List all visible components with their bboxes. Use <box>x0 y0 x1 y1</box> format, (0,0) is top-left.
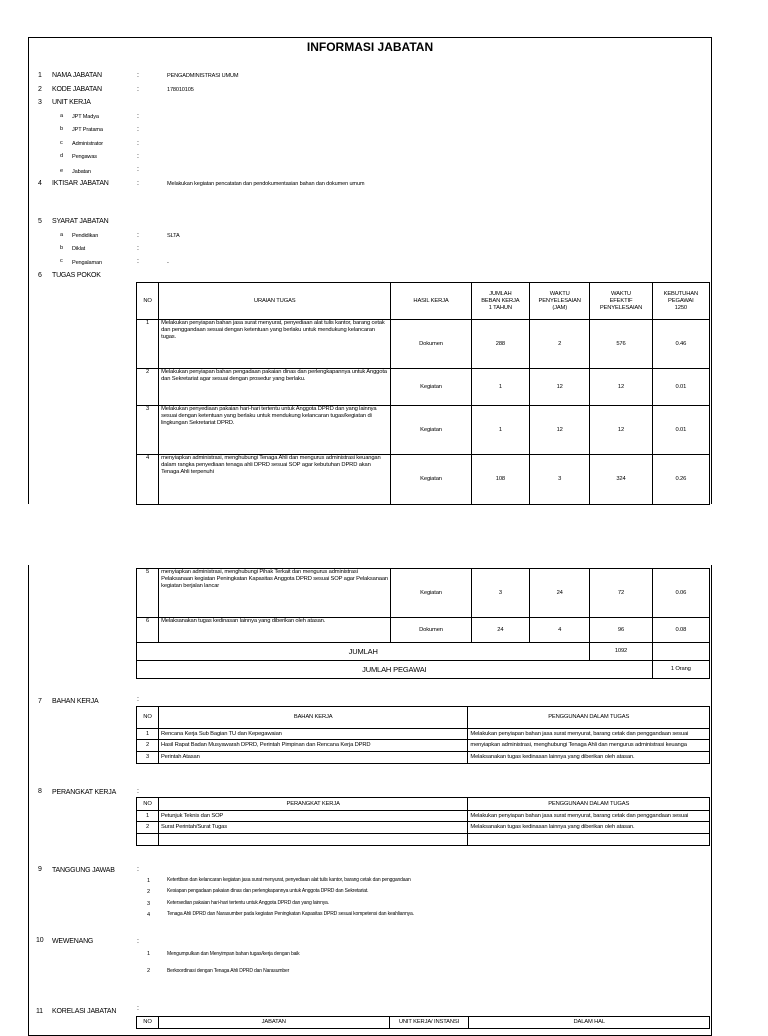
colon: : <box>137 166 139 173</box>
cell-waktu: 4 <box>530 618 590 643</box>
label-kode-jabatan: KODE JABATAN <box>52 86 102 93</box>
cell-efektif: 576 <box>590 320 652 369</box>
sub-label-jpt-pratama: JPT Pratama <box>72 127 103 133</box>
sub-label-pendidikan: Pendidikan <box>72 233 99 239</box>
empty-cell <box>158 834 467 846</box>
label-unit-kerja: UNIT KERJA <box>52 99 91 106</box>
cell-hasil: Dokumen <box>391 320 471 369</box>
label-perangkat-kerja: PERANGKAT KERJA <box>52 789 117 796</box>
cell-penggunaan: Melaksanakan tugas kedinasan lainnya yang diberikan oleh atasan. <box>468 822 710 834</box>
cell-kebutuhan: 0.06 <box>652 569 709 618</box>
cell-no: 2 <box>137 369 159 406</box>
sub-key: d <box>60 153 63 159</box>
cell-waktu: 2 <box>530 320 590 369</box>
table-row <box>137 752 710 764</box>
header-line: PENYELESAIAN <box>599 304 643 311</box>
cell-jumlah: 108 <box>471 455 529 505</box>
header-line: WAKTU <box>549 290 570 297</box>
colon: : <box>137 180 139 187</box>
table-header-row <box>137 707 710 729</box>
cell-penggunaan: menyiapkan administrasi, menghubungi Tenaga Ahli dan mengurus administrasi keuanga <box>468 740 710 752</box>
sub-key: a <box>60 232 63 238</box>
list-item: Berkoordinasi dengan Tenaga Ahli DPRD dan Narasumber <box>167 968 290 974</box>
header-line: PENYELESAIAN <box>538 297 581 304</box>
header-jabatan: JABATAN <box>158 1017 389 1029</box>
header-waktu-penyelesaian <box>530 283 590 320</box>
header-line: WAKTU <box>611 290 631 297</box>
list-number: 3 <box>147 901 150 907</box>
list-item: Ketersedian pakaian hari-hari tertentu untuk Anggota DPRD dan yang lainnya. <box>167 900 329 906</box>
jumlah-value: 1092 <box>590 643 652 661</box>
cell-penggunaan: Melakukan penyiapan bahan jasa surat menyurat, barang cetak dan penggandaan sesuai <box>468 811 710 822</box>
cell-waktu: 12 <box>530 406 590 455</box>
jumlah-pegawai-label: JUMLAH PEGAWAI <box>137 661 653 679</box>
header-unit-kerja: UNIT KERJA/ INSTANSI <box>389 1017 469 1029</box>
cell-no: 4 <box>137 455 159 505</box>
table-header-row <box>137 1017 710 1029</box>
label-bahan-kerja: BAHAN KERJA <box>52 698 99 705</box>
cell-efektif: 72 <box>590 569 652 618</box>
cell-uraian: menyiapkan administrasi, menghubungi Tenaga Ahli dan mengurus administrasi keuangan dalam rangka penyediaan tenaga ahli DPRD sesuai SOP agar kebutuhan DPRD akan Tenaga Ahli terpenuhi <box>159 455 391 505</box>
empty-cell <box>137 834 159 846</box>
cell-penggunaan: Melaksanakan tugas kedinasan lainnya yang diberikan oleh atasan. <box>468 752 710 764</box>
cell-no: 2 <box>137 822 159 834</box>
header-line: 1250 <box>674 304 687 311</box>
table-row <box>137 822 710 834</box>
cell-kebutuhan: 0.01 <box>652 406 709 455</box>
sub-key: a <box>60 113 63 119</box>
header-kebutuhan-pegawai <box>652 283 709 320</box>
sub-key: c <box>60 140 63 146</box>
colon: : <box>137 86 139 93</box>
header-hasil-kerja: HASIL KERJA <box>391 283 471 320</box>
colon: : <box>137 866 139 873</box>
cell-jumlah: 24 <box>471 618 529 643</box>
perangkat-kerja-table <box>136 797 710 846</box>
list-item: Ketertiban dan kelancaran kegiatan jasa surat menyurat, penyediaan alat tulis kantor, barang cetak dan penggandaan <box>167 877 411 883</box>
cell-hasil: Kegiatan <box>391 406 471 455</box>
sub-key: b <box>60 245 63 251</box>
sub-label-administrator: Administrator <box>72 141 104 147</box>
section-number-7: 7 <box>38 698 42 705</box>
list-number: 1 <box>147 951 150 957</box>
cell-hasil: Kegiatan <box>391 455 471 505</box>
sub-label-pengawas: Pengawas <box>72 154 97 160</box>
list-item: Tenaga Ahli DPRD dan Narasumber pada kegiatan Peningkatan Kapasitas DPRD sesuai kompetensi dan keahliannya. <box>167 911 414 917</box>
colon: : <box>137 938 139 945</box>
label-nama-jabatan: NAMA JABATAN <box>52 72 102 79</box>
header-jumlah-beban <box>471 283 529 320</box>
cell-bahan: Hasil Rapat Badan Musyawarah DPRD, Perintah Pimpinan dan Rencana Kerja DPRD <box>158 740 467 752</box>
cell-perangkat: Petunjuk Teknis dan SOP <box>158 811 467 822</box>
field-number-5: 5 <box>38 218 42 225</box>
label-korelasi-jabatan: KORELASI JABATAN <box>52 1008 117 1015</box>
cell-jumlah: 1 <box>471 406 529 455</box>
list-item: Mengumpulkan dan Menyimpan bahan tugas/kerja dengan baik <box>167 951 300 957</box>
cell-hasil: Kegiatan <box>391 569 471 618</box>
section-number-9: 9 <box>38 866 42 873</box>
cell-kebutuhan: 0.26 <box>652 455 709 505</box>
field-number-6: 6 <box>38 272 42 279</box>
table-row <box>137 740 710 752</box>
colon: : <box>137 140 139 147</box>
table-row <box>137 369 710 406</box>
table-row <box>137 455 710 505</box>
colon: : <box>137 788 139 795</box>
header-no: NO <box>137 283 159 320</box>
tugas-table-page-2 <box>136 568 710 679</box>
field-number-1: 1 <box>38 72 42 79</box>
cell-kebutuhan: 0.46 <box>652 320 709 369</box>
cell-bahan: Perintah Atasan <box>158 752 467 764</box>
header-dalam-hal: DALAM HAL <box>469 1017 710 1029</box>
cell-hasil: Dokumen <box>391 618 471 643</box>
colon: : <box>137 232 139 239</box>
header-bahan-kerja: BAHAN KERJA <box>158 707 467 729</box>
cell-penggunaan: Melakukan penyiapan bahan jasa surat menyurat, barang cetak dan penggandaan sesuai <box>468 729 710 740</box>
sub-label-jpt-madya: JPT Madya <box>72 114 99 120</box>
header-no: NO <box>137 707 159 729</box>
page-title: INFORMASI JABATAN <box>306 40 434 54</box>
header-line: (JAM) <box>552 304 568 311</box>
header-line: JUMLAH <box>489 290 512 297</box>
cell-uraian: Melakukan penyiapan bahan jasa surat menyurat, penyediaan alat tulis kantor, barang cetak dan penggandaan sesuai dengan ketentuan yang berlaku untuk mendukung kelancaran tugas. <box>159 320 391 369</box>
cell-no: 1 <box>137 320 159 369</box>
label-syarat-jabatan: SYARAT JABATAN <box>52 218 109 225</box>
table-row <box>137 406 710 455</box>
table-row <box>137 618 710 643</box>
value-iktisar-jabatan: Melakukan kegiatan pencatatan dan pendokumentasian bahan dan dokumen umum <box>167 181 365 187</box>
sub-label-pengalaman: Pengalaman <box>72 260 102 266</box>
colon: : <box>137 126 139 133</box>
header-penggunaan: PENGGUNAAN DALAM TUGAS <box>468 798 710 811</box>
list-number: 1 <box>147 878 150 884</box>
header-line: 1 TAHUN <box>488 304 512 311</box>
colon: : <box>137 113 139 120</box>
colon: : <box>137 696 139 703</box>
tugas-table-page-1 <box>136 282 710 505</box>
cell-no: 5 <box>137 569 159 618</box>
header-line: PEGAWAI <box>668 297 694 304</box>
cell-jumlah: 1 <box>471 369 529 406</box>
cell-uraian: Melakukan penyediaan pakaian hari-hari tertentu untuk Anggota DPRD dan yang lainnya sesuai dengan ketentuan yang berlaku untuk mendukung kelancaran tugas/kegiatan di lingkungan Sekretariat DPRD. <box>159 406 391 455</box>
cell-efektif: 12 <box>590 406 652 455</box>
cell-efektif: 12 <box>590 369 652 406</box>
header-uraian-tugas: URAIAN TUGAS <box>159 283 391 320</box>
header-waktu-efektif <box>590 283 652 320</box>
korelasi-jabatan-table <box>136 1016 710 1029</box>
field-number-2: 2 <box>38 86 42 93</box>
cell-kebutuhan: 0.01 <box>652 369 709 406</box>
sub-label-diklat: Diklat <box>72 246 86 252</box>
label-iktisar-jabatan: IKTISAR JABATAN <box>52 180 109 187</box>
colon: : <box>137 72 139 79</box>
field-number-3: 3 <box>38 99 42 106</box>
sub-key: b <box>60 126 63 132</box>
cell-waktu: 24 <box>530 569 590 618</box>
value-nama-jabatan: PENGADMINISTRASI UMUM <box>167 73 239 79</box>
cell-efektif: 96 <box>590 618 652 643</box>
cell-no: 3 <box>137 406 159 455</box>
cell-bahan: Rencana Kerja Sub Bagian TU dan Kepegawaian <box>158 729 467 740</box>
table-row <box>137 320 710 369</box>
colon: : <box>137 1005 139 1012</box>
cell-no: 3 <box>137 752 159 764</box>
section-number-10: 10 <box>36 937 44 944</box>
table-row <box>137 811 710 822</box>
value-pengalaman: - <box>167 260 169 266</box>
colon: : <box>137 153 139 160</box>
jumlah-row <box>137 643 710 661</box>
cell-uraian: menyiapkan administrasi, menghubungi Pihak Terkait dan mengurus administrasi Pelaksanaan kegiatan Peningkatan Kapasitas Anggota DPRD sesuai SOP agar Pelaksanaan kegiatan berjalan lancar <box>159 569 391 618</box>
table-row <box>137 729 710 740</box>
header-no: NO <box>137 1017 159 1029</box>
sub-key: e <box>60 168 63 174</box>
cell-jumlah: 3 <box>471 569 529 618</box>
cell-hasil: Kegiatan <box>391 369 471 406</box>
field-number-4: 4 <box>38 180 42 187</box>
jumlah-pegawai-value: 1 Orang <box>652 661 709 679</box>
header-penggunaan: PENGGUNAAN DALAM TUGAS <box>468 707 710 729</box>
value-pendidikan: SLTA <box>167 233 180 239</box>
cell-no: 1 <box>137 811 159 822</box>
label-tugas-pokok: TUGAS POKOK <box>52 272 101 279</box>
empty-cell <box>652 643 709 661</box>
table-header-row <box>137 798 710 811</box>
section-number-11: 11 <box>36 1008 43 1015</box>
colon: : <box>137 258 139 265</box>
header-perangkat-kerja: PERANGKAT KERJA <box>158 798 467 811</box>
sub-key: c <box>60 258 63 264</box>
list-number: 2 <box>147 889 150 895</box>
cell-no: 2 <box>137 740 159 752</box>
cell-uraian: Melakukan penyiapan bahan pengadaan pakaian dinas dan perlengkapannya untuk Anggota dan Sekretariat agar sesuai dengan prosedur yang berlaku. <box>159 369 391 406</box>
table-header-row <box>137 283 710 320</box>
list-number: 4 <box>147 912 150 918</box>
table-row <box>137 569 710 618</box>
header-line: BEBAN KERJA <box>481 297 520 304</box>
jumlah-pegawai-row <box>137 661 710 679</box>
cell-perangkat: Surat Perintah/Surat Tugas <box>158 822 467 834</box>
cell-jumlah: 288 <box>471 320 529 369</box>
list-number: 2 <box>147 968 150 974</box>
colon: : <box>137 245 139 252</box>
cell-kebutuhan: 0.08 <box>652 618 709 643</box>
sub-label-jabatan: Jabatan <box>72 169 91 175</box>
value-kode-jabatan: 178010105 <box>167 87 194 93</box>
cell-uraian: Melaksanakan tugas kedinasan lainnya yang diberikan oleh atasan. <box>159 618 391 643</box>
cell-efektif: 324 <box>590 455 652 505</box>
cell-no: 6 <box>137 618 159 643</box>
label-tanggung-jawab: TANGGUNG JAWAB <box>52 867 115 874</box>
jumlah-label: JUMLAH <box>137 643 590 661</box>
cell-no: 1 <box>137 729 159 740</box>
header-no: NO <box>137 798 159 811</box>
table-row-empty <box>137 834 710 846</box>
cell-waktu: 3 <box>530 455 590 505</box>
header-line: EFEKTIF <box>609 297 633 304</box>
empty-cell <box>468 834 710 846</box>
bahan-kerja-table <box>136 706 710 764</box>
header-line: KEBUTUHAN <box>663 290 699 297</box>
cell-waktu: 12 <box>530 369 590 406</box>
list-item: Kesiapan pengadaan pakaian dinas dan perlengkapannya untuk Anggota DPRD dan Sekretariat. <box>167 888 369 894</box>
label-wewenang: WEWENANG <box>52 938 94 945</box>
section-number-8: 8 <box>38 788 42 795</box>
